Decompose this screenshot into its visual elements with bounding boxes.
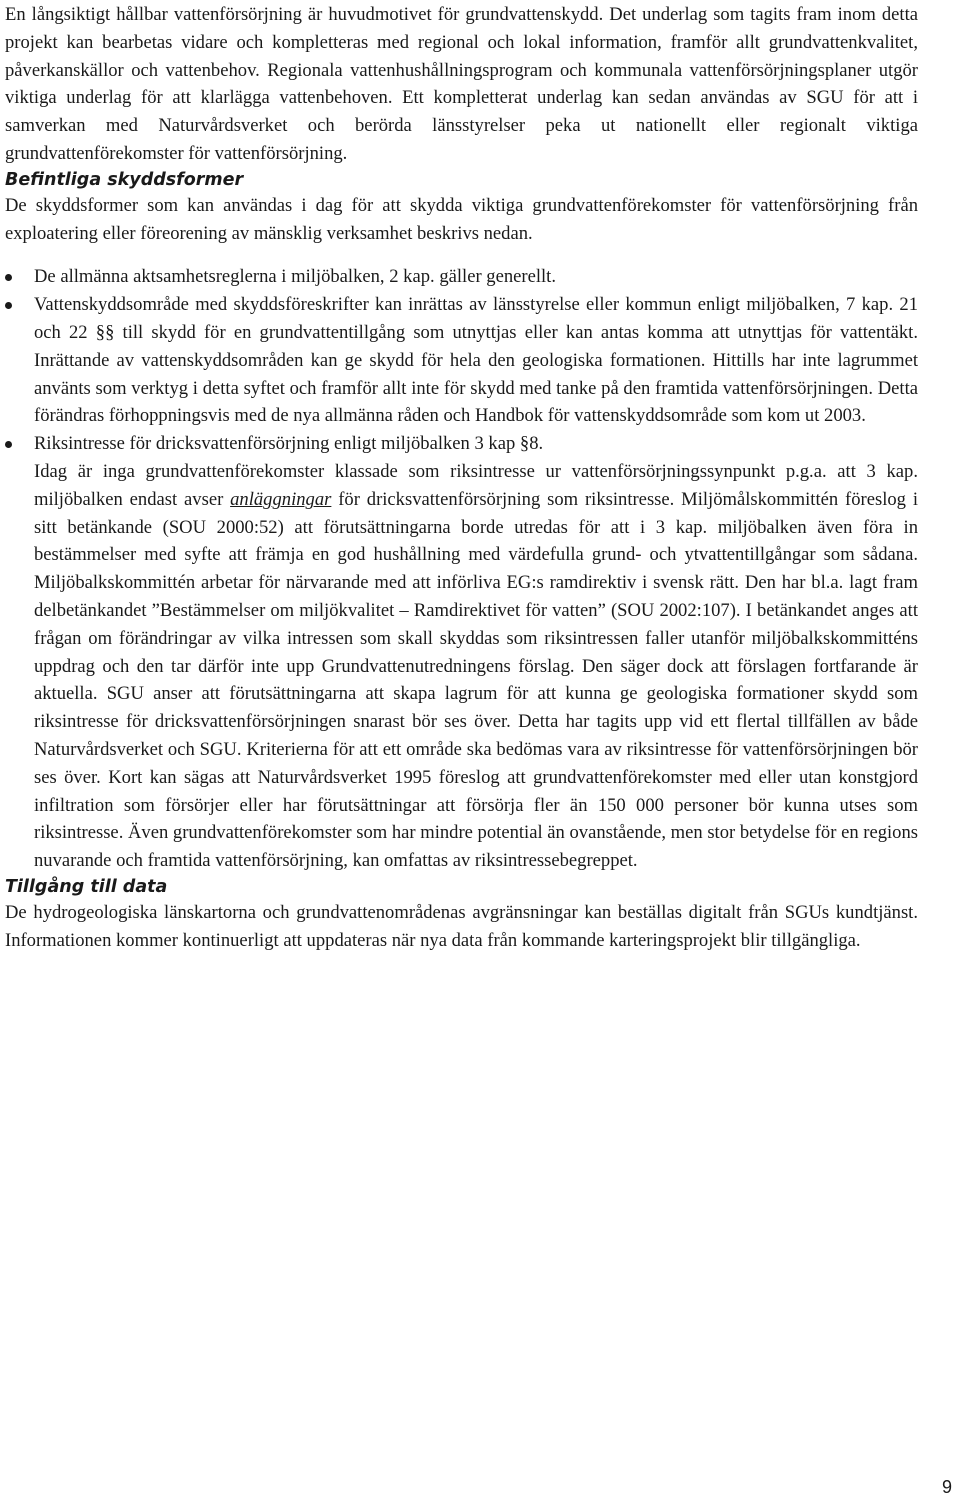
bullet-text-line1: Riksintresse för dricksvattenförsörjning enligt miljöbalken 3 kap §8. [34, 433, 544, 455]
page-number: 9 [941, 1477, 952, 1497]
data-access-paragraph: De hydrogeologiska länskartorna och grundvattenområdenas avgränsningar kan beställas digitalt från SGUs kundtjänst. Informationen kommer kontinuerligt att uppdateras när nya data från kommande karteringsprojekt blir tillgängliga. [5, 901, 918, 951]
bullet-dot-icon [5, 274, 12, 281]
bullet-text-pre: Idag är inga grundvattenförekomster klassade som riksintresse ur vattenförsörjningssynpunkt p.g.a. att 3 kap. miljöbalken endast avser [34, 460, 918, 510]
bullet-item-water-protection-area [5, 291, 918, 430]
section-heading-data-access: Tillgång till data [5, 876, 168, 897]
bullet-item-national-interest [5, 430, 918, 875]
protection-bullet-list [5, 263, 918, 875]
section-heading-protection: Befintliga skyddsformer [5, 169, 244, 190]
intro-paragraph: En långsiktigt hållbar vattenförsörjning är huvudmotivet för grundvattenskydd. Det underlag som tagits fram inom detta projekt kan bearbetas vidare och kompletteras med regional och lokal information, framför allt grundvattenkvalitet, påverkanskällor och vattenbehov. Regionala vattenhushållningsprogram och kommunala vattenförsörjningsplaner utgör viktiga underlag för att klarlägga vattenbehoven. Ett kompletterat underlag kan sedan användas av SGU för att i samverkan med Naturvårdsverket och berörda länsstyrelser peka ut nationellt eller regionalt viktiga grundvattenförekomster för vattenförsörjning. [5, 4, 918, 164]
bullet-text-post: för dricksvattenförsörjning som riksintresse. Miljömålskommittén föreslog i sitt betänkande (SOU 2000:52) att förutsättningarna borde utredas för att i 3 kap. miljöbalken även föra in bestämmelser med syfte att främja en god hushållning med värdefulla grund- och ytvattentillgångar som sådana. Miljöbalkskommittén arbetar för närvarande med att införliva EG:s ramdirektiv i svensk rätt. Den har bl.a. lagt fram delbetänkandet ”Bestämmelser om miljökvalitet – Ramdirektivet för vatten” (SOU 2002:107). I betänkandet anges att frågan om förändringar av vilka intressen som skall skyddas som riksintressen faller utanför miljöbalkskommitténs uppdrag och den tar därför inte upp Grundvattenutredningens förslag. Den säger dock att förslagen fortfarande är aktuella. SGU anser att förutsättningarna att skapa lagrum för att kunna ge geologiska formationer skydd som riksintresse för dricksvattenförsörjningen snarast bör ses över. Detta har tagits upp vid ett flertal tillfällen av både Naturvårdsverket och SGU. Kriterierna för att ett område ska bedömas vara av riksintresse för vattenförsörjningen bör ses över. Kort kan sägas att Naturvårdsverket 1995 föreslog att grundvattenförekomster med eller utan konstgjord infiltration som försörjer eller har förutsättningar att försörja fler än 150 000 personer bör kunna utses som riksintresse. Även grundvattenförekomster som har mindre potential än ovanstående, men stor betydelse för en regions nuvarande och framtida vattenförsörjning, kan omfattas av riksintressebegreppet. [34, 488, 918, 872]
bullet-text: De allmänna aktsamhetsreglerna i miljöbalken, 2 kap. gäller generellt. [34, 266, 556, 288]
emphasized-term: anläggningar [230, 488, 332, 510]
protection-intro-paragraph: De skyddsformer som kan användas i dag för att skydda viktiga grundvattenförekomster för vattenförsörjning från exploatering eller föreorening av mänsklig verksamhet beskrivs nedan. [5, 194, 918, 244]
document-page [5, 0, 918, 955]
bullet-dot-icon [5, 302, 12, 309]
bullet-dot-icon [5, 441, 12, 448]
bullet-text: Vattenskyddsområde med skyddsföreskrifter kan inrättas av länsstyrelse eller kommun enligt miljöbalken, 7 kap. 21 och 22 §§ till skydd för en grundvattentillgång som utnyttjas eller kan antas komma att utnyttjas för vattentäkt. Inrättande av vattenskyddsområden kan ge skydd för hela den geologiska formationen. Hittills har inte lagrummet använts som verktyg i detta syftet och framför allt inte för skydd med tanke på den framtida vattenförsörjningen. Detta förändras förhoppningsvis med de nya allmänna råden och Handbok för vattenskyddsområde som kom ut 2003. [34, 294, 918, 427]
bullet-item-general-rules [5, 263, 918, 291]
